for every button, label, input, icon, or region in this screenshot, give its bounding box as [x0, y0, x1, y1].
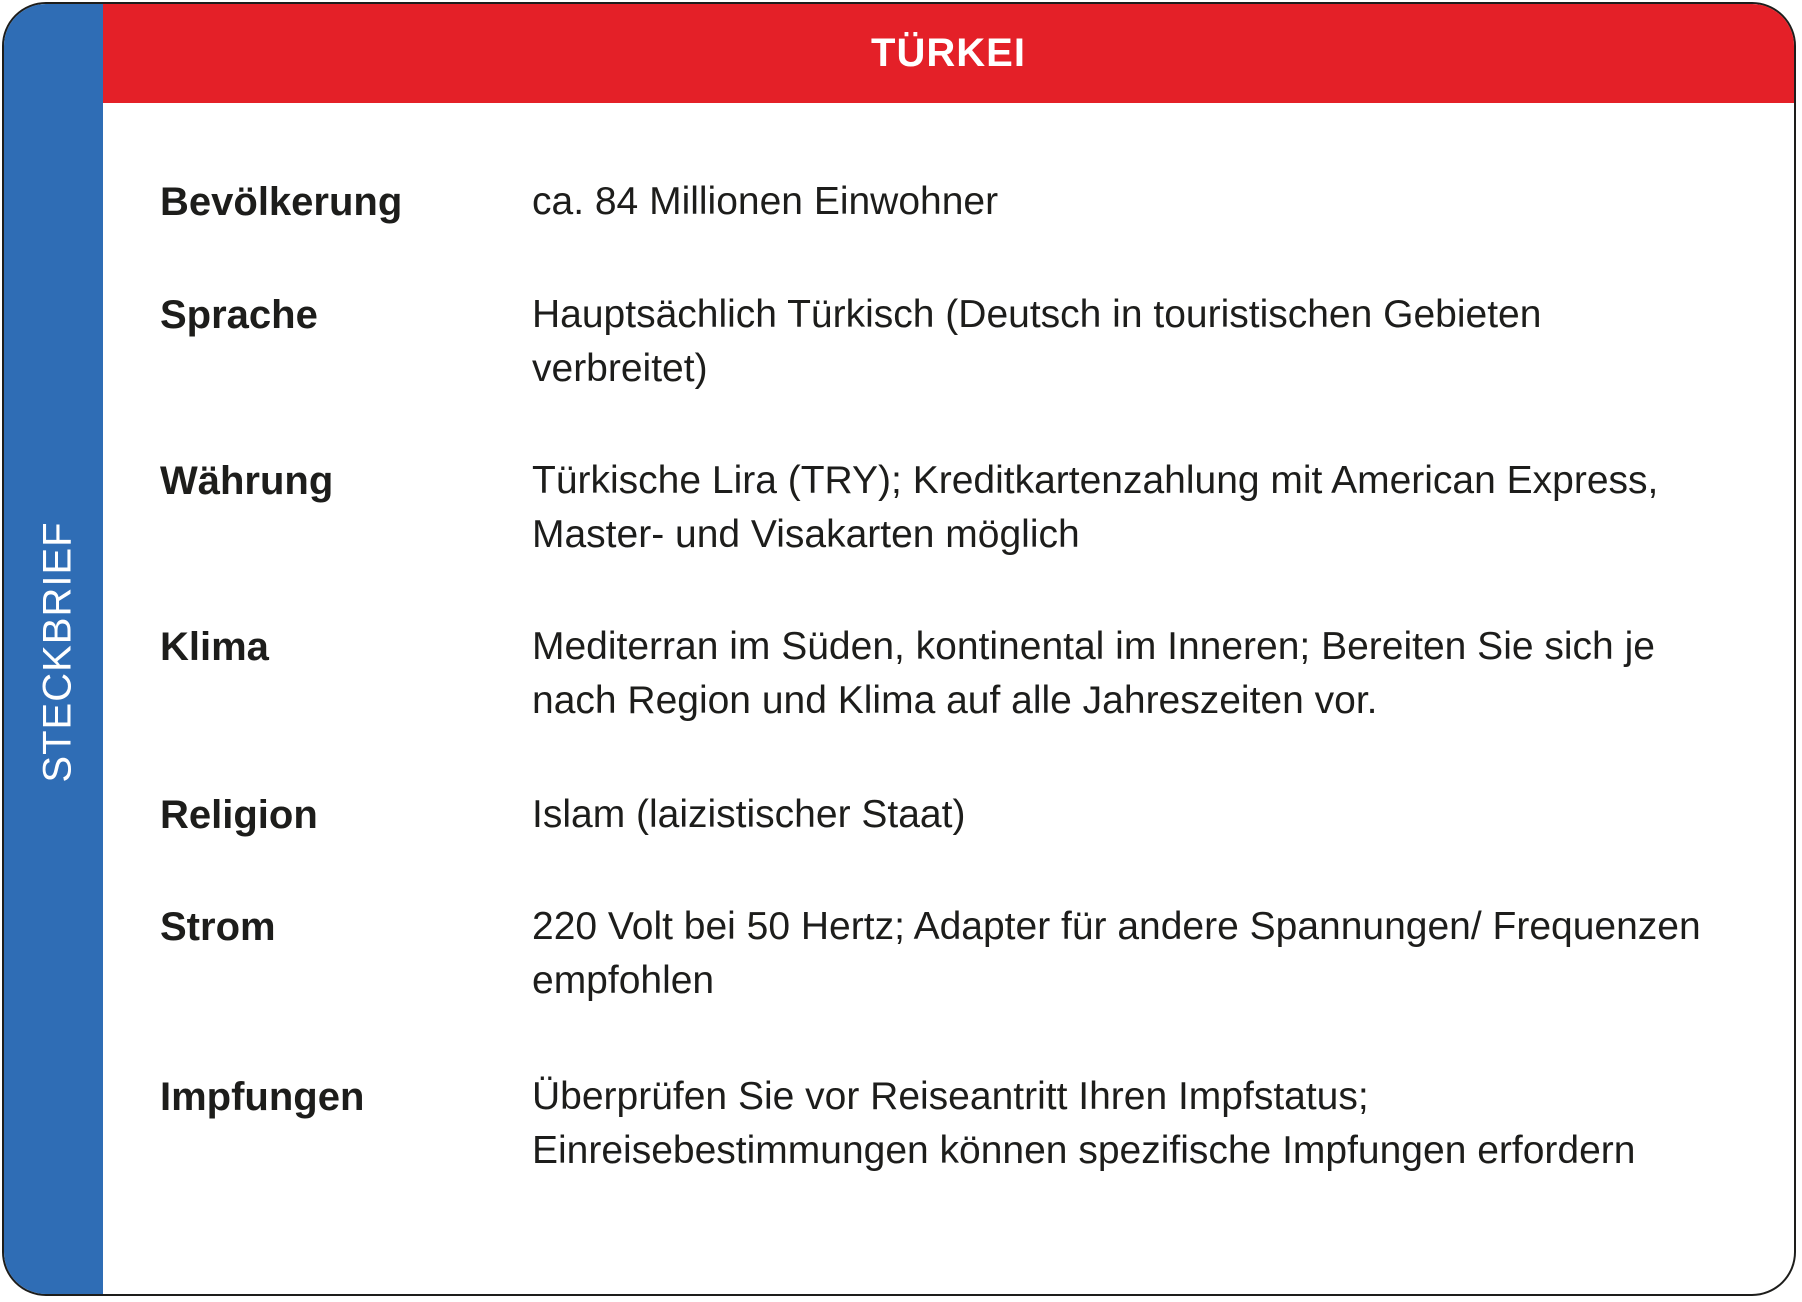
fact-label: Strom	[160, 905, 276, 949]
fact-label: Bevölkerung	[160, 180, 403, 224]
fact-value: Hauptsächlich Türkisch (Deutsch in touristischen Gebieten verbreitet)	[532, 293, 1542, 390]
fact-value: 220 Volt bei 50 Hertz; Adapter für andere Spannungen/ Frequenzen empfohlen	[532, 905, 1701, 1002]
fact-label: Sprache	[160, 293, 318, 337]
fact-value: Mediterran im Süden, kontinental im Inneren; Bereiten Sie sich je nach Region und Klima auf alle Jahreszeiten vor.	[532, 625, 1655, 722]
fact-label: Klima	[160, 625, 269, 669]
card-title: TÜRKEI	[871, 31, 1026, 75]
fact-value: Überprüfen Sie vor Reiseantritt Ihren Impfstatus; Einreisebestimmungen können spezifische Impfungen erfordern	[532, 1075, 1636, 1172]
fact-value: Islam (laizistischer Staat)	[532, 793, 966, 836]
side-band	[4, 4, 103, 1294]
side-label: STECKBRIEF	[35, 521, 80, 783]
fact-label: Währung	[160, 459, 334, 503]
fact-label: Religion	[160, 793, 318, 837]
fact-value: Türkische Lira (TRY); Kreditkartenzahlung mit American Express, Master- und Visakarten möglich	[532, 459, 1659, 556]
fact-value: ca. 84 Millionen Einwohner	[532, 180, 999, 223]
header-band	[103, 4, 1794, 103]
fact-label: Impfungen	[160, 1075, 365, 1119]
country-profile-card	[2, 2, 1796, 1296]
